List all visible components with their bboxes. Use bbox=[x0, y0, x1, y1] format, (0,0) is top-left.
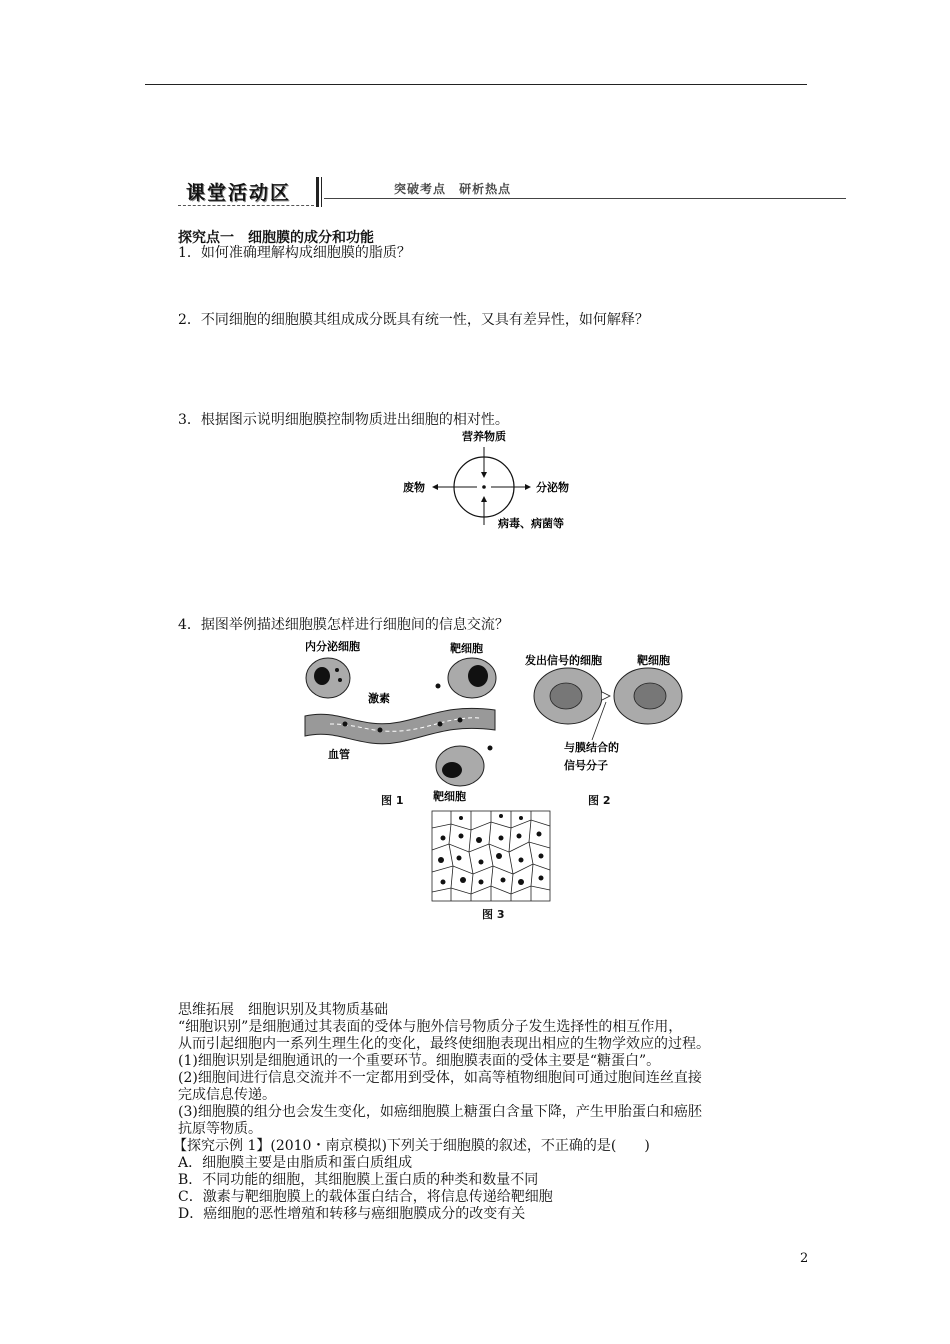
question-1: 1．如何准确理解构成细胞膜的脂质？ bbox=[178, 245, 411, 261]
label-endocrine-cell: 内分泌细胞 bbox=[305, 640, 360, 653]
example-stem: 【探究示例 1】(2010・南京模拟)下列关于细胞膜的叙述，不正确的是( ) bbox=[173, 1138, 650, 1154]
label-nutrients: 营养物质 bbox=[462, 430, 506, 443]
option-a: A．细胞膜主要是由脂质和蛋白质组成 bbox=[178, 1155, 413, 1171]
header-rule bbox=[145, 84, 807, 85]
label-blood-vessel: 血管 bbox=[328, 748, 350, 761]
blood-vessel bbox=[305, 708, 495, 743]
banner-rule bbox=[324, 198, 846, 199]
section-banner bbox=[178, 174, 846, 208]
banner-dotted-underline bbox=[178, 205, 314, 206]
extension-line-5: 完成信息传递。 bbox=[178, 1087, 276, 1103]
signal-molecule bbox=[602, 692, 610, 700]
question-3: 3．根据图示说明细胞膜控制物质进出细胞的相对性。 bbox=[178, 412, 509, 428]
label-membrane-signal-1: 与膜结合的 bbox=[564, 741, 619, 754]
extension-line-4: (2)细胞间进行信息交流并不一定都用到受体，如高等植物细胞间可通过胞间连丝直接 bbox=[178, 1070, 702, 1086]
label-target-cell-top: 靶细胞 bbox=[450, 642, 483, 655]
label-virus: 病毒、病菌等 bbox=[498, 517, 564, 530]
figure-3-plasmodesmata bbox=[431, 810, 551, 902]
label-secretion: 分泌物 bbox=[536, 481, 569, 494]
banner-subtitle: 突破考点 研析热点 bbox=[394, 182, 512, 196]
banner-title: 课堂活动区 bbox=[186, 182, 292, 204]
membrane-transport-diagram bbox=[395, 425, 595, 540]
banner-divider-bar bbox=[316, 177, 319, 207]
extension-line-3: (1)细胞识别是细胞通讯的一个重要环节。细胞膜表面的受体主要是“糖蛋白”。 bbox=[178, 1053, 661, 1069]
figure-1-caption: 图 1 bbox=[381, 794, 404, 807]
extension-line-7: 抗原等物质。 bbox=[178, 1121, 262, 1137]
label-target-cell: 靶细胞 bbox=[637, 654, 670, 667]
section-heading: 探究点一 细胞膜的成分和功能 bbox=[178, 230, 374, 246]
option-b: B．不同功能的细胞，其细胞膜上蛋白质的种类和数量不同 bbox=[178, 1172, 539, 1188]
figure-1-hormone-signaling bbox=[300, 638, 510, 810]
banner-divider-thin bbox=[321, 177, 322, 207]
extension-line-2: 从而引起细胞内一系列生理生化的变化，最终使细胞表现出相应的生物学效应的过程。 bbox=[178, 1036, 710, 1052]
label-target-cell-bottom: 靶细胞 bbox=[433, 790, 466, 803]
label-waste: 废物 bbox=[403, 481, 425, 494]
page-number: 2 bbox=[800, 1251, 809, 1266]
option-c: C．激素与靶细胞膜上的载体蛋白结合，将信息传递给靶细胞 bbox=[178, 1189, 553, 1205]
figure-2-caption: 图 2 bbox=[588, 794, 611, 807]
figure-3-caption: 图 3 bbox=[482, 908, 505, 921]
figure-2-contact-signaling bbox=[520, 648, 700, 778]
extension-line-1: “细胞识别”是细胞通过其表面的受体与胞外信号物质分子发生选择性的相互作用， bbox=[178, 1019, 683, 1035]
label-hormone: 激素 bbox=[368, 692, 390, 705]
extension-title: 思维拓展 细胞识别及其物质基础 bbox=[178, 1002, 388, 1018]
question-4: 4．据图举例描述细胞膜怎样进行细胞间的信息交流？ bbox=[178, 617, 509, 633]
label-signal-cell: 发出信号的细胞 bbox=[525, 654, 602, 667]
extension-line-6: (3)细胞膜的组分也会发生变化，如癌细胞膜上糖蛋白含量下降，产生甲胎蛋白和癌胚 bbox=[178, 1104, 702, 1120]
option-d: D．癌细胞的恶性增殖和转移与癌细胞膜成分的改变有关 bbox=[178, 1206, 526, 1222]
question-2: 2．不同细胞的细胞膜其组成成分既具有统一性，又具有差异性，如何解释？ bbox=[178, 312, 649, 328]
label-membrane-signal-2: 信号分子 bbox=[564, 759, 608, 772]
